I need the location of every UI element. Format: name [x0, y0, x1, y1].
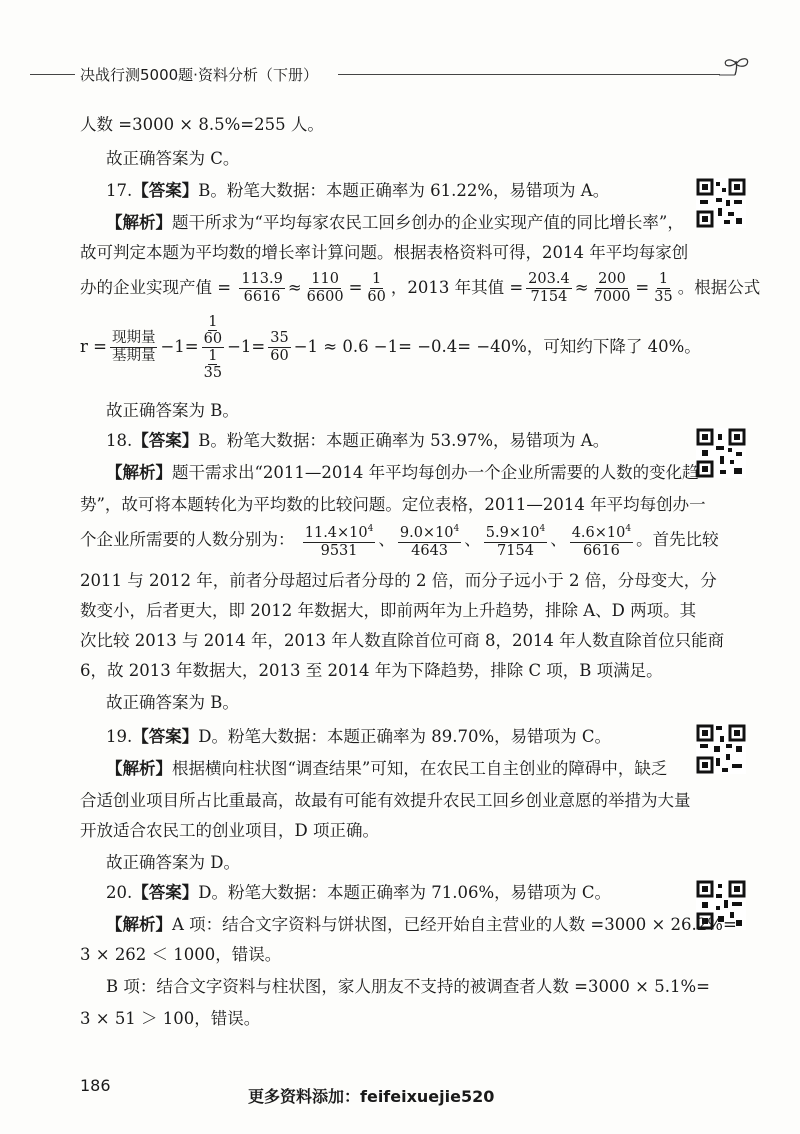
question-number: 18.: [106, 431, 133, 450]
text-span: 。根据公式: [677, 278, 761, 297]
numerator: [398, 521, 461, 543]
numerator-text: 11.4×10: [304, 524, 368, 541]
qr-code-icon[interactable]: [696, 724, 746, 774]
denominator: 7000: [593, 289, 631, 305]
numerator: 200: [598, 271, 626, 287]
analysis-tag: 【解析】: [106, 759, 172, 778]
fraction: [652, 271, 674, 306]
denominator: 基期量: [111, 348, 156, 364]
text-span: 个企业所需要的人数分别为：: [80, 530, 295, 549]
analysis-text: 题干所求为“平均每家农民工回乡创办的企业实现产值的同比增长率”，: [172, 213, 684, 232]
separator: 、: [550, 530, 567, 549]
answer-tag: 【答案】: [132, 431, 199, 450]
q20-answer-line: [106, 882, 611, 904]
header-rule-left: [30, 74, 75, 75]
fraction: [570, 521, 633, 560]
analysis-tag: 【解析】: [106, 213, 172, 232]
text-line: 故正确答案为 C。: [106, 149, 240, 168]
denominator: 7154: [530, 289, 568, 305]
fraction: [268, 330, 290, 365]
text-line: 故可判定本题为平均数的增长率计算问题。根据表格资料可得，2014 年平均每家创: [80, 243, 689, 262]
numerator: [202, 314, 224, 348]
numerator-text: 4.6×10: [571, 524, 626, 541]
numerator: 110: [311, 271, 339, 287]
text-span: 。首先比较: [636, 530, 719, 549]
running-header-title: 决战行测5000题·资料分析（下册）: [80, 66, 318, 84]
text-line: B 项：结合文字资料与柱状图，家人朋友不支持的被调查者人数 =3000 × 5.1%=: [106, 977, 710, 996]
numerator: [570, 521, 633, 543]
denominator: 6616: [243, 289, 281, 305]
exponent: 4: [367, 524, 374, 535]
text-span: −1 ≈ 0.6 −1= −0.4= −40%，可知约下降了 40%。: [293, 337, 701, 356]
text-span: −1=: [227, 337, 266, 356]
qr-code-icon[interactable]: [696, 428, 746, 478]
text-span: −1=: [160, 337, 199, 356]
question-number: 20.: [106, 883, 133, 902]
fraction: [592, 271, 633, 306]
denominator: [202, 348, 224, 381]
denominator: 60: [203, 331, 223, 347]
fraction: [365, 271, 387, 306]
numerator: [484, 521, 547, 543]
fraction: [484, 521, 547, 560]
exponent: 4: [453, 524, 460, 535]
q17-formula-line: 办的企业实现产值 = $\frac{113.9}{6616}$ ≈ $\frac{110}{6600}$ = $\frac{1}{60}$ ，2013 年其值 = $\frac{203.4}{7154}$ ≈ $\frac{200}{7000}$ = $\frac{1}{35}$ 。根据公式: [80, 271, 761, 305]
answer-text: D。粉笔大数据：本题正确率为 71.06%，易错项为 C。: [198, 883, 612, 902]
sprout-icon: [717, 55, 757, 85]
fraction: [305, 271, 346, 306]
denominator: 9531: [320, 542, 358, 559]
numerator: 1: [658, 271, 669, 287]
numerator: 203.4: [528, 271, 570, 287]
analysis-tag: 【解析】: [106, 915, 172, 934]
text-line: 6，故 2013 年数据大，2013 至 2014 年为下降趋势，排除 C 项，B 项满足。: [80, 661, 663, 680]
q19-analysis-line: [106, 758, 667, 780]
analysis-text: A 项：结合文字资料与饼状图，已经开始自主营业的人数 =3000 × 26.2%=: [172, 915, 737, 934]
q17-analysis-line: [106, 212, 684, 234]
text-line: 3 × 51 ＞ 100，错误。: [80, 1009, 261, 1028]
text-line: 人数 =3000 × 8.5%=255 人。: [80, 115, 324, 134]
q19-answer-line: [106, 726, 611, 748]
question-number: 19.: [106, 727, 133, 746]
denominator: 35: [654, 289, 673, 305]
separator: 、: [378, 530, 395, 549]
text-line: 3 × 262 ＜ 1000，错误。: [80, 945, 282, 964]
numerator: 35: [270, 330, 289, 346]
q20-analysis-line: [106, 914, 737, 936]
text-line: 合适创业项目所占比重最高，故最有可能有效提升农民工回乡创业意愿的举措为大量: [80, 791, 691, 810]
answer-text: D。粉笔大数据：本题正确率为 89.70%，易错项为 C。: [198, 727, 612, 746]
text-line: 故正确答案为 B。: [106, 693, 239, 712]
text-line: 势”，故可将本题转化为平均数的比较问题。定位表格，2011—2014 年平均每创办一: [80, 495, 706, 514]
denominator: 60: [270, 348, 289, 364]
numerator-text: 9.0×10: [399, 524, 454, 541]
header-rule-right: [338, 74, 720, 75]
fraction: [303, 521, 376, 560]
denominator: 60: [367, 289, 386, 305]
text-span: ，2013 年其值 =: [390, 278, 524, 297]
analysis-text: 题干需求出“2011—2014 年平均每创办一个企业所需要的人数的变化趋: [172, 463, 699, 482]
numerator: [303, 521, 376, 543]
qr-code-icon[interactable]: [696, 178, 746, 228]
q18-answer-line: [106, 430, 609, 452]
numerator: 1: [372, 271, 382, 287]
exponent: 4: [539, 524, 546, 535]
fraction: [526, 271, 572, 306]
numerator: 113.9: [241, 271, 283, 287]
answer-tag: 【答案】: [132, 181, 199, 200]
fraction: [110, 330, 158, 365]
numerator: 现期量: [111, 330, 156, 346]
question-number: 17.: [106, 181, 133, 200]
fraction: [398, 521, 461, 560]
text-line: 数变小，后者更大，即 2012 年数据大，即前两年为上升趋势，排除 A、D 两项。其: [80, 601, 697, 620]
analysis-tag: 【解析】: [106, 463, 172, 482]
denominator: 6600: [306, 289, 344, 305]
text-line: 2011 与 2012 年，前者分母超过后者分母的 2 倍，而分子远小于 2 倍，分母变大，分: [80, 571, 717, 590]
answer-text: B。粉笔大数据：本题正确率为 53.97%，易错项为 A。: [198, 431, 610, 450]
text-line: 故正确答案为 B。: [106, 401, 239, 420]
denominator: 4643: [411, 542, 449, 559]
answer-tag: 【答案】: [132, 727, 199, 746]
fraction: [239, 271, 285, 306]
text-line: 开放适合农民工的创业项目，D 项正确。: [80, 821, 379, 840]
text-line: 故正确答案为 D。: [106, 853, 240, 872]
denominator: 7154: [497, 542, 534, 559]
footer-note: 更多资料添加：feifeixuejie520: [248, 1087, 495, 1106]
numerator: 1: [208, 314, 218, 330]
denominator: 6616: [582, 542, 620, 559]
q18-fraction-line: [80, 520, 719, 560]
exponent: 4: [625, 524, 632, 535]
answer-tag: 【答案】: [132, 883, 199, 902]
text-span: 办的企业实现产值 =: [80, 278, 232, 297]
q18-analysis-line: [106, 462, 699, 484]
compound-fraction: [202, 314, 224, 381]
q17-answer-line: [106, 180, 609, 202]
q17-growth-formula: [80, 312, 701, 382]
separator: 、: [464, 530, 481, 549]
text-span: r =: [80, 337, 107, 356]
text-line: 次比较 2013 与 2014 年，2013 年人数直除首位可商 8，2014 年人数直除首位只能商: [80, 631, 725, 650]
analysis-text: 根据横向柱状图“调查结果”可知，在农民工自主创业的障碍中，缺乏: [172, 759, 668, 778]
denominator: 35: [203, 365, 223, 381]
numerator-text: 5.9×10: [485, 524, 540, 541]
numerator: 1: [208, 348, 218, 364]
page-number: 186: [80, 1076, 111, 1095]
answer-text: B。粉笔大数据：本题正确率为 61.22%，易错项为 A。: [198, 181, 610, 200]
